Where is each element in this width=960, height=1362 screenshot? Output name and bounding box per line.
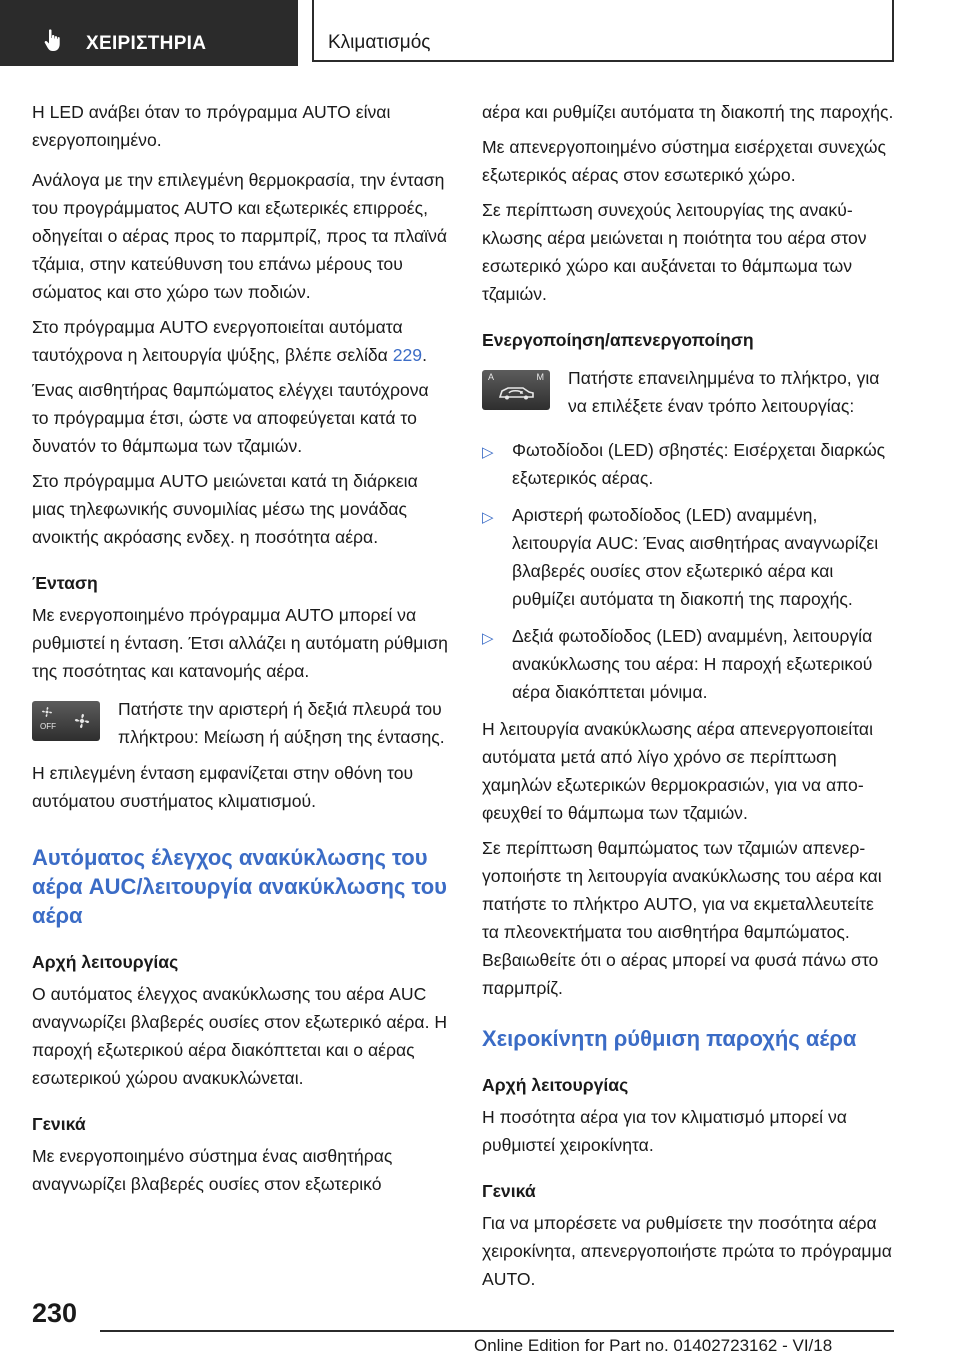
page-reference-link[interactable]: 229 <box>392 345 423 365</box>
car-recirculation-icon <box>496 382 536 402</box>
paragraph <box>32 313 450 369</box>
page-header <box>0 0 960 66</box>
paragraph: Η ποσότητα αέρα για τον κλιματισμό μπορεί να ρυθμιστεί χειροκίνητα. <box>482 1107 847 1155</box>
subheading-principle: Αρχή λειτουργίας <box>32 952 179 972</box>
heading-manual-airflow: Χειροκίνητη ρύθμιση παροχής αέρα <box>482 1026 857 1051</box>
edition-note: Online Edition for Part no. 01402723162 - VI/18 <box>474 1336 833 1355</box>
paragraph: Η LED ανάβει όταν το πρόγραμμα AUTO είναι ενεργοποιημένο. <box>32 102 391 150</box>
paragraph: Η επιλεγμένη ένταση εμφανίζεται στην οθόνη του αυτόματου συστήματος κλιματισμού. <box>32 763 414 811</box>
list-item <box>482 622 894 706</box>
paragraph: Με απενεργοποιημένο σύστημα εισέρχεται συνεχώς εξωτερικός αέρας στον εσωτερικό χώρο. <box>482 137 886 185</box>
list-item <box>482 501 894 613</box>
section-tab[interactable] <box>0 0 298 66</box>
paragraph-text: Στο πρόγραμμα AUTO ενεργοποιείται αυτόματα ταυτόχρονα η λειτουργία ψύξης, βλέπε σελίδα <box>32 317 403 365</box>
topic-tab[interactable] <box>312 0 894 62</box>
paragraph: Με ενεργοποιημένο πρόγραμμα AUTO μπορεί να ρυθμιστεί η ένταση. Έτσι αλλάζει η αυτόματη ρύθμιση της ποσότητας και κατανομής αέρα. <box>32 605 448 681</box>
paragraph: Για να μπορέσετε να ρυθμίσετε την ποσότητα αέρα χειροκίνητα, απενεργοποιήστε πρώτα το πρόγραμμα AUTO. <box>482 1213 892 1289</box>
left-column <box>32 98 450 1205</box>
intensity-button-image <box>32 701 100 741</box>
paragraph: αέρα και ρυθμίζει αυτόματα τη διακοπή της παροχής. <box>482 102 894 122</box>
list-item-text: Δεξιά φωτοδίοδος (LED) αναμμένη, λειτουργία ανακύκλωσης του αέρα: Η παροχή εξωτερικού αέρα διακόπτεται μόνιμα. <box>512 626 873 702</box>
footer-divider <box>100 1330 894 1332</box>
list-item <box>482 436 894 492</box>
mode-list <box>482 436 894 706</box>
paragraph: Ένας αισθητήρας θαμπώματος ελέγχει ταυτόχρονα το πρόγραμμα έτσι, ώστε να αποφεύγεται κατά το δυνατόν το θάμπωμα των τζαμιών. <box>32 380 429 456</box>
button-instruction: Πατήστε επανειλημμένα το πλήκτρο, για να επιλέξετε έναν τρόπο λειτουργίας: <box>568 368 880 416</box>
intensity-button-row <box>32 695 450 751</box>
subheading-principle: Αρχή λειτουργίας <box>482 1075 629 1095</box>
paragraph: Στο πρόγραμμα AUTO μειώνεται κατά τη διάρκεια μιας τηλεφωνικής συνομιλίας μέσω της μονάδας ανοικτής ακρόασης ενδεχ. η ποσότητα αέρα. <box>32 471 418 547</box>
right-column <box>482 98 894 1300</box>
triangle-bullet-icon: ▷ <box>482 444 494 461</box>
heading-auc: Αυτόματος έλεγχος ανακύκλωσης του αέρα AUC/λειτουργία ανακύκλωσης του αέρα <box>32 845 447 928</box>
triangle-bullet-icon: ▷ <box>482 509 494 526</box>
fan-icon <box>40 705 54 719</box>
paragraph: Η λειτουργία ανακύκλωσης αέρα απενεργοποιείται αυτόματα μετά από λίγο χρόνο σε περίπτωση χαμηλών εξωτερικών θερμοκρασιών, για να αποφευχθεί το θάμπωμα των τζαμιών. <box>482 719 873 823</box>
topic-tab-label: Κλιματισμός <box>328 32 431 53</box>
fan-icon <box>72 711 92 731</box>
paragraph: Ο αυτόματος έλεγχος ανακύκλωσης του αέρα AUC αναγνωρίζει βλαβερές ουσίες στον εξωτερικό αέρα. Η παροχή εξωτερικού αέρα διακόπτεται και ο αέρας εσωτερικού χώρου ανακυκλώνεται. <box>32 984 448 1088</box>
list-item-text: Φωτοδίοδοι (LED) σβηστές: Εισέρχεται διαρκώς εξωτερικός αέρας. <box>512 440 886 488</box>
paragraph: Ανάλογα με την επιλεγμένη θερμοκρασία, την ένταση του προγράμματος AUTO και εξωτερικές επιρροές, οδηγείται ο αέρας προς το παρμπρίζ, προς τα πλαϊνά τζάμια, στην κατεύθυνση του επάνω μέρους του σώματος και στο χώρο των ποδιών. <box>32 170 448 302</box>
paragraph: Σε περίπτωση συνεχούς λειτουργίας της ανακύκλωσης αέρα μειώνεται η ποιότητα του αέρα στον εσωτερικό χώρο και αυξάνεται το θάμπωμα των τζαμιών. <box>482 200 867 304</box>
recirculation-button-row <box>482 364 894 420</box>
paragraph: Σε περίπτωση θαμπώματος των τζαμιών απενεργοποιήστε τη λειτουργία ανακύκλωσης του αέρα και πατήστε το πλήκτρο AUTO, για να εκμεταλλευτείτε τα πλεονεκτήματα του αισθητήρα θαμπώματος. Βεβαιωθείτε ότι ο αέρας μπορεί να φυσά πάνω στο παρμπρίζ. <box>482 838 882 998</box>
section-tab-label: ΧΕΙΡΙΣΤΗΡΙΑ <box>86 33 207 54</box>
list-item-text: Αριστερή φωτοδίοδος (LED) αναμμένη, λειτουργία AUC: Ένας αισθητήρας αναγνωρίζει βλαβερές ουσίες στον εξωτερικό αέρα και ρυθμίζει αυτόματα τη διακοπή της παροχής. <box>512 505 879 609</box>
m-label: M <box>536 372 544 382</box>
subheading-intensity: Ένταση <box>32 573 98 593</box>
subheading-activate: Ενεργοποίηση/απενεργοποίηση <box>482 330 754 350</box>
paragraph: Με ενεργοποιημένο σύστημα ένας αισθητήρας αναγνωρίζει βλαβερές ουσίες στον εξωτερικό <box>32 1146 393 1194</box>
paragraph-text: . <box>422 345 427 365</box>
subheading-general: Γενικά <box>32 1114 86 1134</box>
button-instruction: Πατήστε την αριστερή ή δεξιά πλευρά του πλήκτρου: Μείωση ή αύξηση της έντασης. <box>118 699 445 747</box>
triangle-bullet-icon: ▷ <box>482 630 494 647</box>
recirculation-button-image <box>482 370 550 410</box>
hand-pointer-icon <box>40 26 68 54</box>
subheading-general: Γενικά <box>482 1181 536 1201</box>
off-label: OFF <box>40 722 56 731</box>
page-number: 230 <box>32 1298 78 1328</box>
a-label: A <box>488 372 495 382</box>
